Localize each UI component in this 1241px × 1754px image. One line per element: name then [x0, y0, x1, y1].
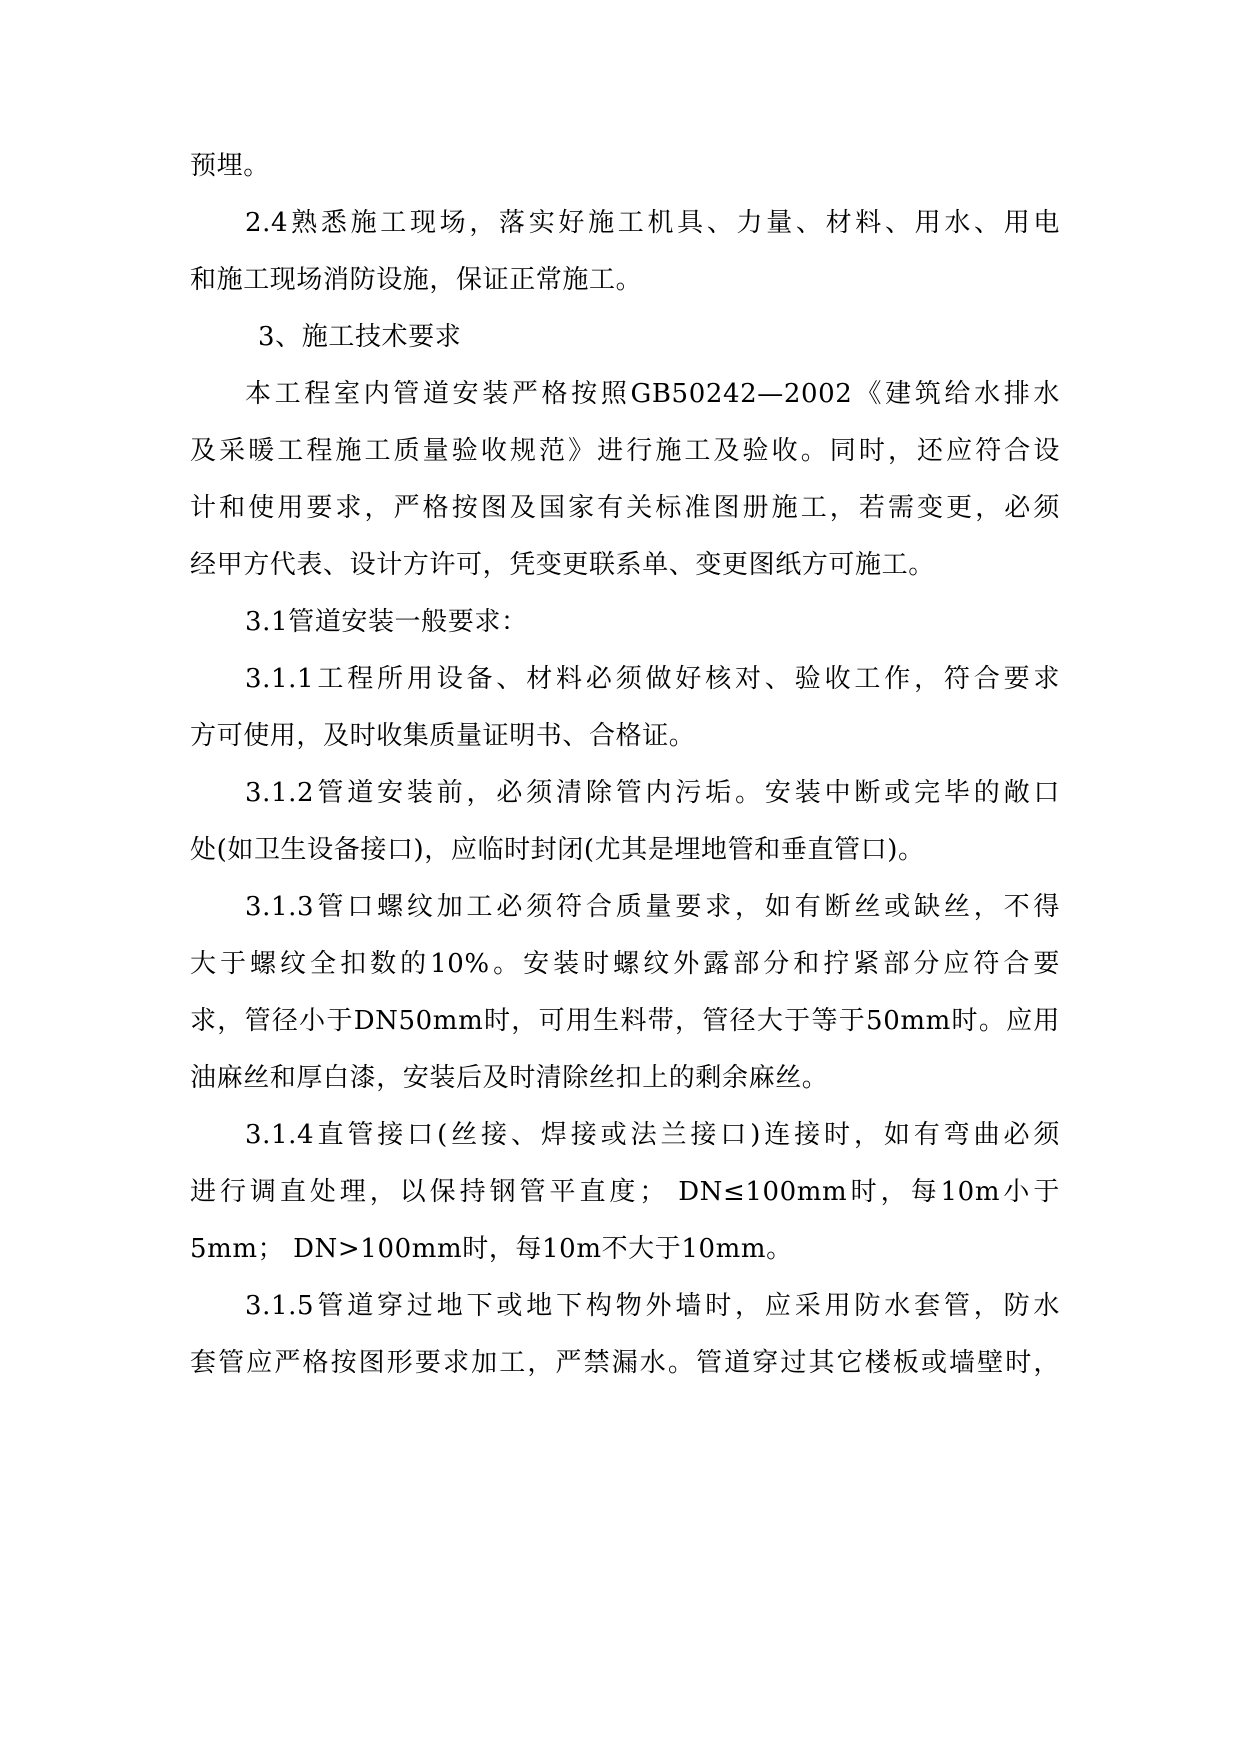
- section-heading: 3、施工技术要求: [258, 322, 462, 352]
- text-line: 本工程室内管道安装严格按照GB50242—2002《建筑给水排水: [245, 379, 1060, 409]
- text-line: 方可使用，及时收集质量证明书、合格证。: [190, 721, 696, 751]
- text-line: 3.1.5管道穿过地下或地下构物外墙时，应采用防水套管，防水: [245, 1291, 1060, 1321]
- text-line: 大于螺纹全扣数的10%。安装时螺纹外露部分和拧紧部分应符合要: [190, 949, 1060, 979]
- text-line: 经甲方代表、设计方许可，凭变更联系单、变更图纸方可施工。: [190, 550, 935, 580]
- text-line: 进行调直处理，以保持钢管平直度； DN≤100mm时，每10m小于: [190, 1177, 1060, 1207]
- text-line: 油麻丝和厚白漆，安装后及时清除丝扣上的剩余麻丝。: [190, 1063, 829, 1093]
- text-line: 套管应严格按图形要求加工，严禁漏水。管道穿过其它楼板或墙壁时，: [190, 1348, 1060, 1378]
- text-line: 3.1.4直管接口(丝接、焊接或法兰接口)连接时，如有弯曲必须: [245, 1120, 1060, 1150]
- text-line: 及采暖工程施工质量验收规范》进行施工及验收。同时，还应符合设: [190, 436, 1060, 466]
- text-line: 3.1.1工程所用设备、材料必须做好核对、验收工作，符合要求: [245, 664, 1060, 694]
- text-line: 3.1.3管口螺纹加工必须符合质量要求，如有断丝或缺丝，不得: [245, 892, 1060, 922]
- text-line: 计和使用要求，严格按图及国家有关标准图册施工，若需变更，必须: [190, 493, 1060, 523]
- text-line: 和施工现场消防设施，保证正常施工。: [190, 265, 643, 295]
- text-line: 预埋。: [190, 151, 270, 181]
- text-line: 3.1.2管道安装前，必须清除管内污垢。安装中断或完毕的敞口: [245, 778, 1060, 808]
- text-line: 处(如卫生设备接口)，应临时封闭(尤其是埋地管和垂直管口)。: [190, 835, 925, 865]
- text-line: 5mm； DN>100mm时，每10m不大于10mm。: [190, 1234, 793, 1264]
- text-line: 求，管径小于DN50mm时，可用生料带，管径大于等于50mm时。应用: [190, 1006, 1060, 1036]
- text-line: 2.4熟悉施工现场，落实好施工机具、力量、材料、用水、用电: [245, 208, 1060, 238]
- subsection-heading: 3.1管道安装一般要求：: [245, 607, 528, 637]
